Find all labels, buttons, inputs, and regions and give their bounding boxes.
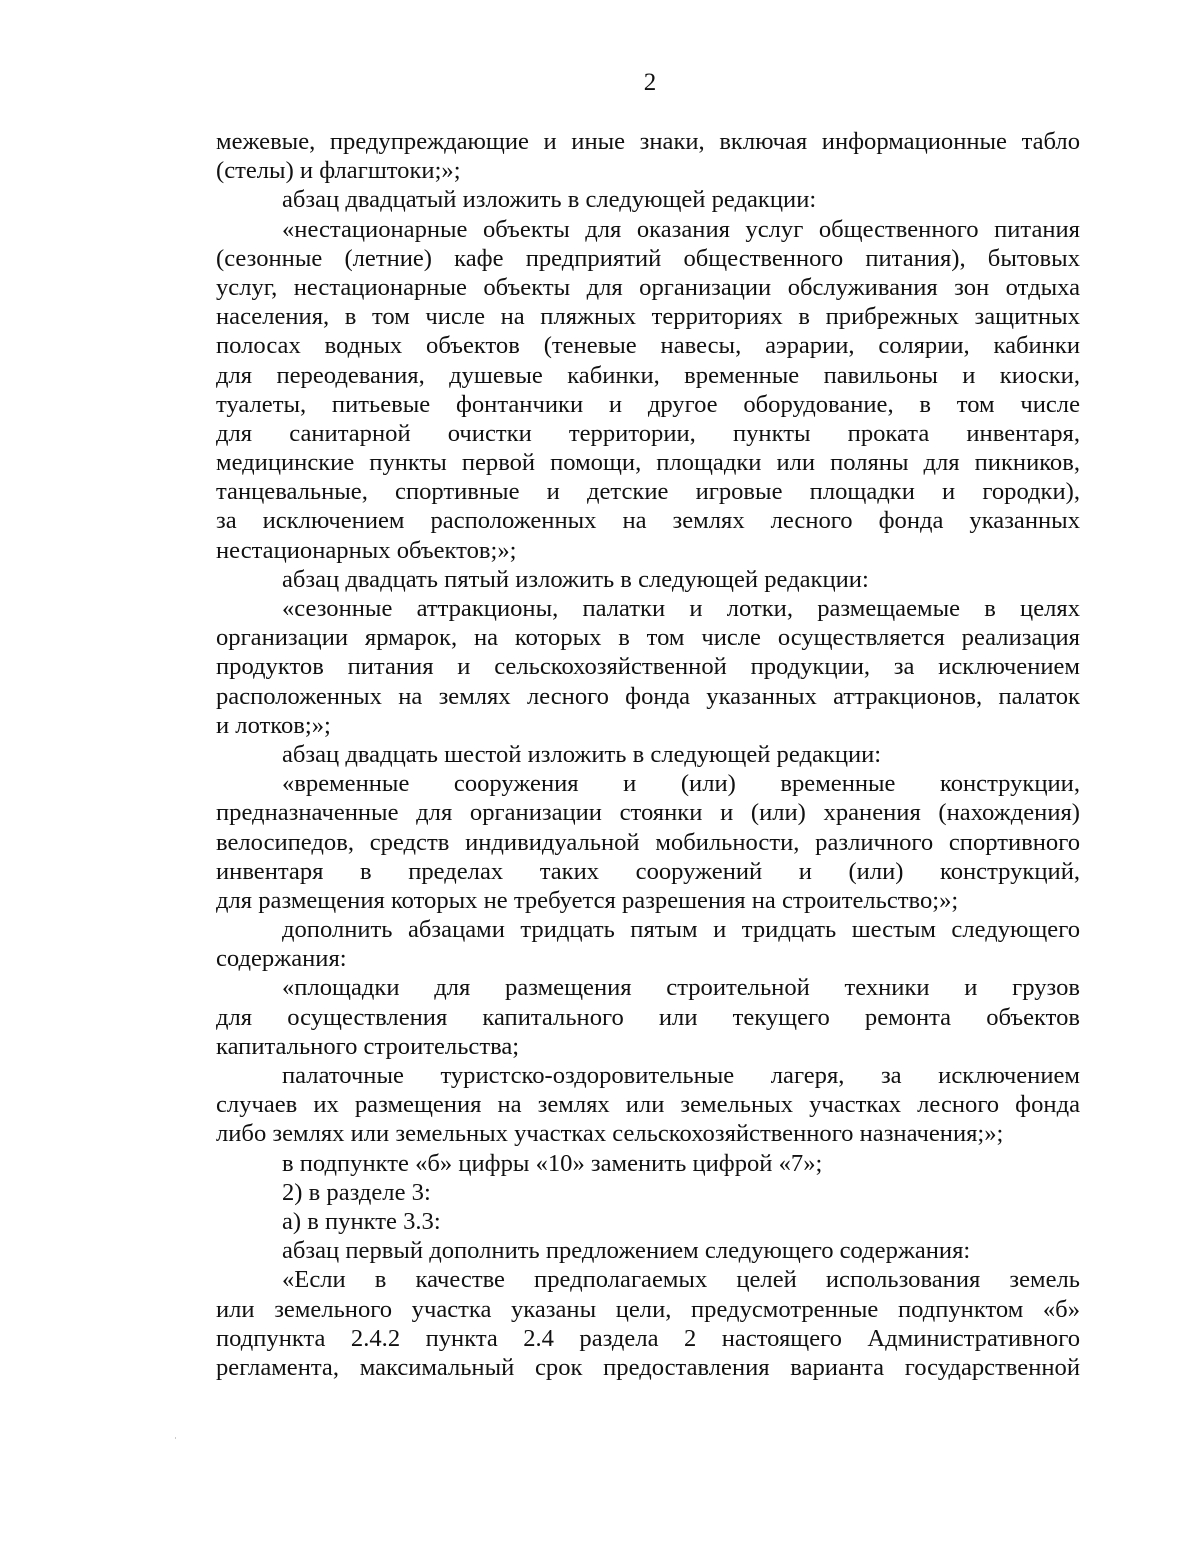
text-line: «сезонные аттракционы, палатки и лотки, размещаемые в целях (282, 595, 1080, 622)
text-line: «временные сооружения и (или) временные конструкции, (282, 770, 1080, 798)
text-line: нестационарных объектов;»; (216, 536, 517, 564)
text-line: за исключением расположенных на землях лесного фонда указанных (216, 507, 1080, 535)
text-line: абзац двадцать шестой изложить в следующей редакции: (282, 740, 882, 768)
text-line: в подпункте «б» цифры «10» заменить цифрой «7»; (282, 1149, 823, 1177)
text-line: для переодевания, душевые кабинки, временные павильоны и киоски, (216, 361, 1080, 389)
text-line: для размещения которых не требуется разрешения на строительство;»; (216, 886, 959, 914)
scan-speck (175, 1437, 176, 1439)
page-number: 2 (643, 69, 657, 96)
text-line: дополнить абзацами тридцать пятым и тридцать шестым следующего (282, 916, 1080, 944)
text-line: либо землях или земельных участках сельскохозяйственного назначения;»; (216, 1120, 1004, 1148)
text-line: предназначенные для организации стоянки и (или) хранения (нахождения) (216, 799, 1080, 827)
text-line: населения, в том числе на пляжных территориях в прибрежных защитных (216, 303, 1080, 331)
text-line: содержания: (216, 945, 347, 973)
text-line: услуг, нестационарные объекты для организации обслуживания зон отдыха (216, 273, 1080, 301)
text-line: абзац первый дополнить предложением следующего содержания: (282, 1237, 971, 1265)
text-line: танцевальные, спортивные и детские игровые площадки и городки), (216, 478, 1080, 506)
text-line: велосипедов, средств индивидуальной мобильности, различного спортивного (216, 828, 1080, 856)
text-line: и лотков;»; (216, 711, 331, 739)
text-line: или земельного участка указаны цели, предусмотренные подпунктом «б» (216, 1295, 1080, 1323)
text-line: расположенных на землях лесного фонда указанных аттракционов, палаток (216, 682, 1080, 710)
text-line: (сезонные (летние) кафе предприятий общественного питания), бытовых (216, 244, 1080, 272)
text-line: медицинские пункты первой помощи, площадки или поляны для пикников, (216, 449, 1080, 477)
text-line: инвентаря в пределах таких сооружений и (или) конструкций, (216, 857, 1080, 885)
text-line: (стелы) и флагштоки;»; (216, 157, 461, 185)
text-line: межевые, предупреждающие и иные знаки, включая информационные табло (216, 128, 1080, 155)
text-line: для осуществления капитального или текущего ремонта объектов (216, 1003, 1080, 1031)
text-line: полосах водных объектов (теневые навесы, аэрарии, солярии, кабинки (216, 332, 1080, 360)
text-line: капитального строительства; (216, 1032, 520, 1060)
text-line: организации ярмарок, на которых в том числе осуществляется реализация (216, 624, 1080, 652)
text-line: «площадки для размещения строительной техники и грузов (282, 974, 1080, 1002)
text-line: абзац двадцать пятый изложить в следующей редакции: (282, 565, 869, 593)
text-line: для санитарной очистки территории, пункты проката инвентаря, (216, 419, 1080, 447)
text-line: случаев их размещения на землях или земельных участках лесного фонда (216, 1091, 1080, 1119)
text-line: продуктов питания и сельскохозяйственной продукции, за исключением (216, 653, 1080, 681)
text-line: туалеты, питьевые фонтанчики и другое оборудование, в том числе (216, 390, 1080, 418)
text-line: палаточные туристско-оздоровительные лагеря, за исключением (282, 1062, 1080, 1089)
text-line: подпункта 2.4.2 пункта 2.4 раздела 2 настоящего Административного (216, 1324, 1080, 1352)
text-line: регламента, максимальный срок предоставления варианта государственной (216, 1353, 1080, 1381)
text-line: 2) в разделе 3: (282, 1178, 431, 1206)
text-line: а) в пункте 3.3: (282, 1207, 441, 1235)
text-line: абзац двадцатый изложить в следующей редакции: (282, 186, 817, 214)
text-line: «Если в качестве предполагаемых целей использования земель (282, 1266, 1080, 1294)
document-body (216, 127, 1080, 1382)
text-line: «нестационарные объекты для оказания услуг общественного питания (282, 215, 1080, 243)
